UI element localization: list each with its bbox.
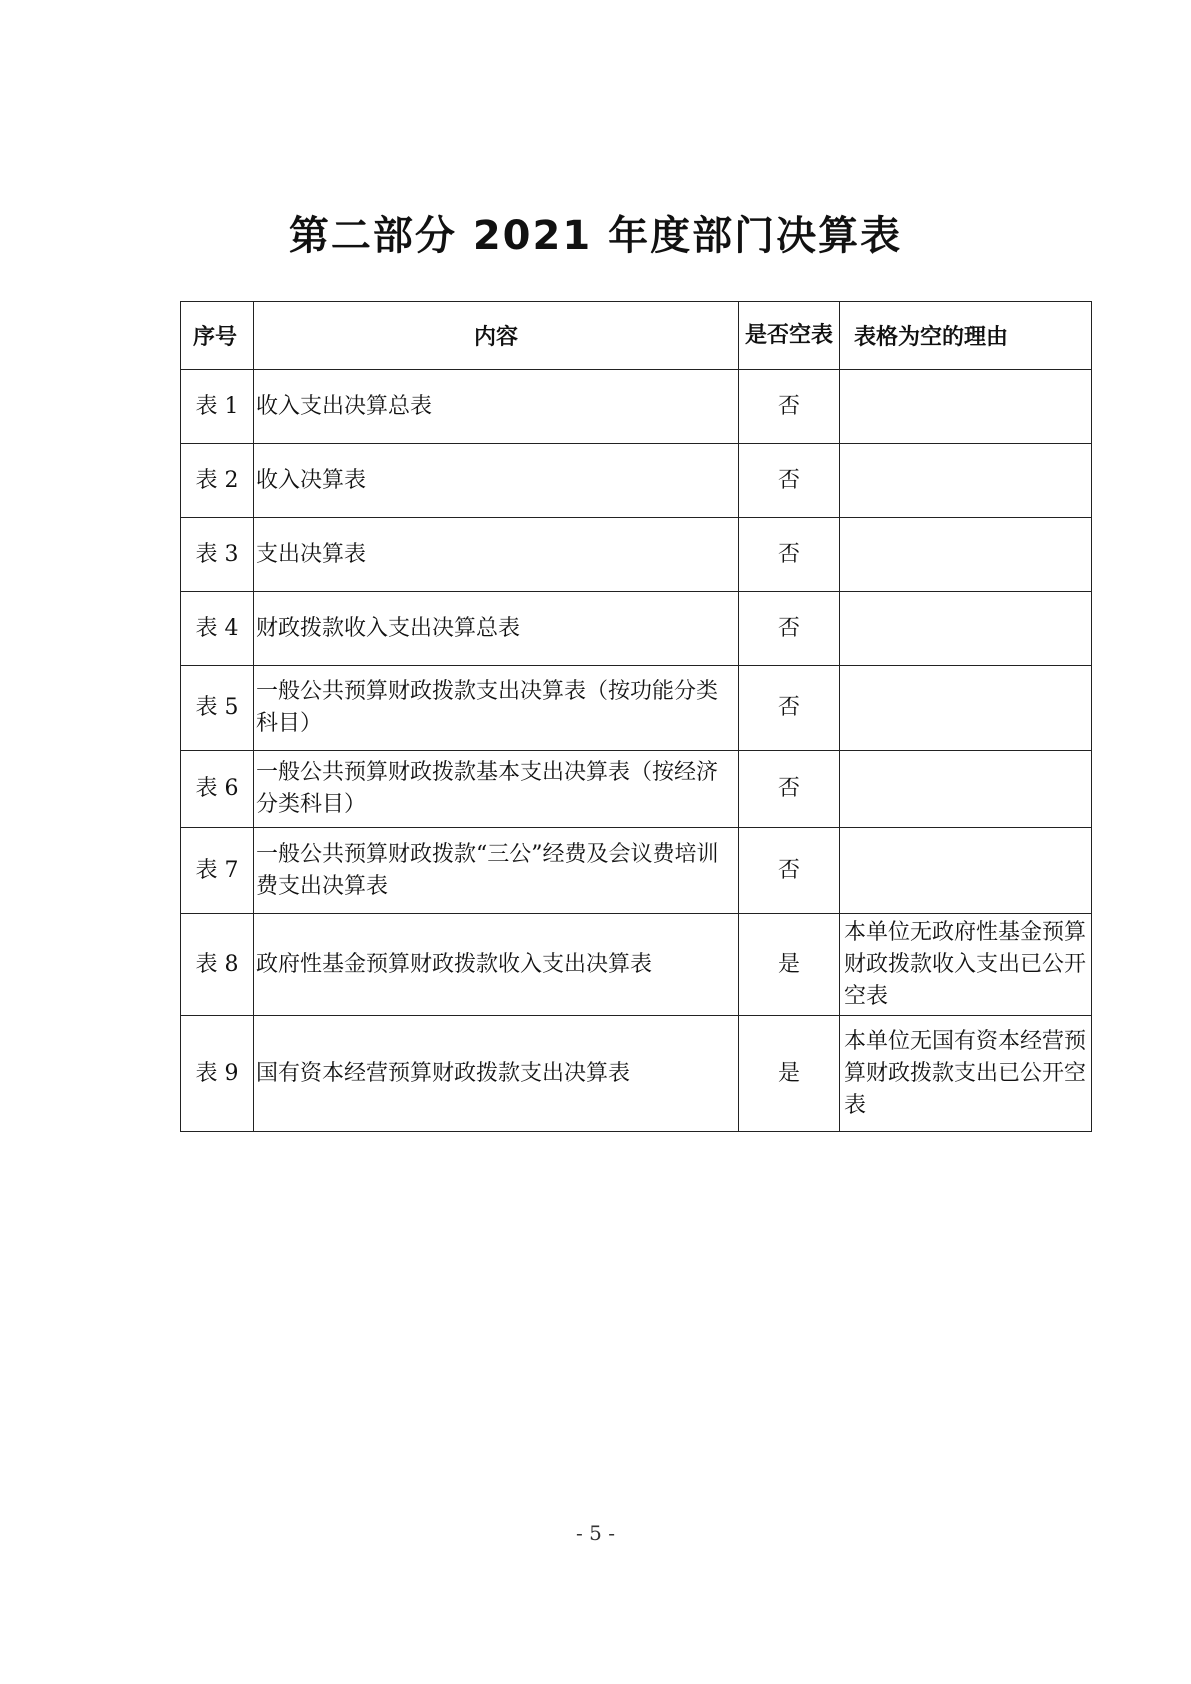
row-content: 支出决算表 [254, 518, 739, 592]
table-container [180, 301, 1091, 1132]
row-reason [840, 751, 1092, 828]
row-is-empty: 否 [739, 444, 840, 518]
row-is-empty: 否 [739, 518, 840, 592]
row-no: 表 4 [181, 592, 254, 666]
table-row [181, 666, 1092, 751]
row-content: 一般公共预算财政拨款支出决算表（按功能分类科目） [254, 666, 739, 751]
table-row [181, 592, 1092, 666]
table-row [181, 1016, 1092, 1132]
budget-tables-index [180, 301, 1092, 1132]
row-reason: 本单位无政府性基金预算财政拨款收入支出已公开空表 [840, 914, 1092, 1016]
row-reason [840, 370, 1092, 444]
row-reason [840, 444, 1092, 518]
header-reason: 表格为空的理由 [840, 302, 1092, 370]
row-no: 表 5 [181, 666, 254, 751]
row-content: 收入支出决算总表 [254, 370, 739, 444]
row-is-empty: 否 [739, 666, 840, 751]
row-no: 表 8 [181, 914, 254, 1016]
table-row [181, 828, 1092, 914]
row-no: 表 9 [181, 1016, 254, 1132]
row-is-empty: 否 [739, 370, 840, 444]
page-title: 第二部分 2021 年度部门决算表 [288, 213, 903, 259]
row-is-empty: 否 [739, 592, 840, 666]
page-number: - 5 - [576, 1521, 615, 1545]
row-reason [840, 518, 1092, 592]
row-content: 财政拨款收入支出决算总表 [254, 592, 739, 666]
row-is-empty: 否 [739, 828, 840, 914]
row-content: 收入决算表 [254, 444, 739, 518]
header-is-empty: 是否空表 [739, 302, 840, 370]
row-no: 表 3 [181, 518, 254, 592]
row-reason [840, 592, 1092, 666]
row-content: 政府性基金预算财政拨款收入支出决算表 [254, 914, 739, 1016]
row-is-empty: 是 [739, 1016, 840, 1132]
header-content: 内容 [254, 302, 739, 370]
row-reason: 本单位无国有资本经营预算财政拨款支出已公开空表 [840, 1016, 1092, 1132]
table-row [181, 518, 1092, 592]
row-content: 一般公共预算财政拨款“三公”经费及会议费培训费支出决算表 [254, 828, 739, 914]
table-row [181, 914, 1092, 1016]
table-row [181, 444, 1092, 518]
row-is-empty: 否 [739, 751, 840, 828]
row-no: 表 6 [181, 751, 254, 828]
row-is-empty: 是 [739, 914, 840, 1016]
table-row [181, 751, 1092, 828]
row-no: 表 1 [181, 370, 254, 444]
row-reason [840, 828, 1092, 914]
row-content: 一般公共预算财政拨款基本支出决算表（按经济分类科目） [254, 751, 739, 828]
row-no: 表 2 [181, 444, 254, 518]
row-no: 表 7 [181, 828, 254, 914]
row-reason [840, 666, 1092, 751]
row-content: 国有资本经营预算财政拨款支出决算表 [254, 1016, 739, 1132]
table-header-row [181, 302, 1092, 370]
header-no: 序号 [181, 302, 254, 370]
table-row [181, 370, 1092, 444]
